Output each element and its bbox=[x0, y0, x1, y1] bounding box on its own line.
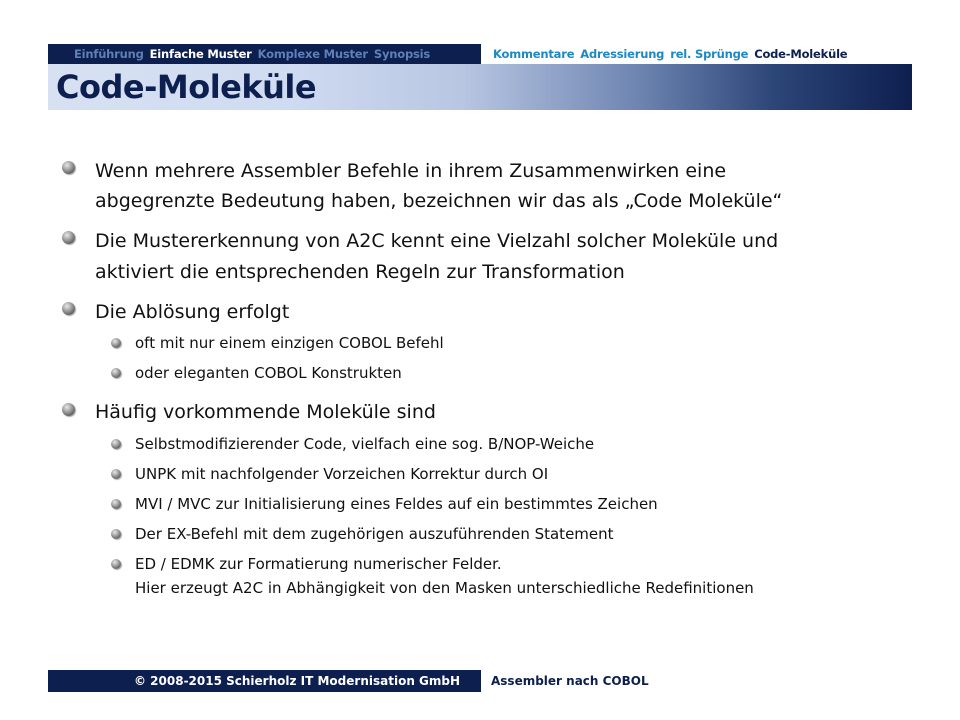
bullet-3-sub-1: oft mit nur einem einzigen COBOL Befehl bbox=[135, 334, 444, 352]
bullet-4: Häufig vorkommende Moleküle sind bbox=[95, 401, 436, 423]
nav-item-komplexe-muster[interactable]: Komplexe Muster bbox=[257, 47, 368, 61]
sub-bullet-icon bbox=[111, 469, 121, 479]
bullet-3: Die Ablösung erfolgt bbox=[95, 301, 290, 323]
bullet-1-line-1: Wenn mehrere Assembler Befehle in ihrem Zusammenwirken eine bbox=[95, 160, 727, 182]
sub-bullet-icon bbox=[111, 368, 121, 378]
bullet-4-sub-5-continuation: Hier erzeugt A2C in Abhängigkeit von den Masken unterschiedliche Redefinitionen bbox=[135, 579, 754, 597]
bullet-icon bbox=[62, 302, 75, 315]
footer-product: Assembler nach COBOL bbox=[491, 674, 649, 688]
bullet-3-sub-2: oder eleganten COBOL Konstrukten bbox=[135, 364, 402, 382]
footer-copyright: © 2008-2015 Schierholz IT Modernisation GmbH bbox=[48, 670, 481, 692]
bullet-4-sub-2: UNPK mit nachfolgender Vorzeichen Korrektur durch OI bbox=[135, 465, 549, 483]
bullet-icon bbox=[62, 403, 75, 416]
section-nav bbox=[48, 44, 481, 64]
nav-item-einfuehrung[interactable]: Einführung bbox=[74, 47, 144, 61]
bullet-2-line-1: Die Mustererkennung von A2C kennt eine Vielzahl solcher Moleküle und bbox=[95, 230, 779, 252]
bullet-1-line-2: abgegrenzte Bedeutung haben, bezeichnen wir das als „Code Moleküle“ bbox=[95, 190, 783, 212]
sub-bullet-icon bbox=[111, 338, 121, 348]
nav-item-rel-spruenge[interactable]: rel. Sprünge bbox=[670, 47, 749, 61]
bullet-4-sub-4: Der EX-Befehl mit dem zugehörigen auszuführenden Statement bbox=[135, 525, 614, 543]
nav-item-adressierung[interactable]: Adressierung bbox=[580, 47, 665, 61]
footer bbox=[48, 670, 912, 692]
bullet-icon bbox=[62, 231, 75, 244]
nav-item-kommentare[interactable]: Kommentare bbox=[493, 47, 575, 61]
page-title: Code-Moleküle bbox=[56, 68, 317, 106]
bullet-icon bbox=[62, 161, 75, 174]
nav-item-code-molekuele[interactable]: Code-Moleküle bbox=[754, 47, 848, 61]
bullet-4-sub-1: Selbstmodifizierender Code, vielfach eine sog. B/NOP-Weiche bbox=[135, 435, 595, 453]
bullet-2-line-2: aktiviert die entsprechenden Regeln zur Transformation bbox=[95, 261, 625, 283]
sub-bullet-icon bbox=[111, 529, 121, 539]
sub-bullet-icon bbox=[111, 439, 121, 449]
subsection-nav bbox=[481, 44, 912, 64]
sub-bullet-icon bbox=[111, 499, 121, 509]
top-navigation bbox=[48, 44, 912, 64]
sub-bullet-icon bbox=[111, 559, 121, 569]
nav-item-synopsis[interactable]: Synopsis bbox=[373, 47, 431, 61]
bullet-4-sub-3: MVI / MVC zur Initialisierung eines Feldes auf ein bestimmtes Zeichen bbox=[135, 495, 658, 513]
nav-item-einfache-muster[interactable]: Einfache Muster bbox=[149, 47, 252, 61]
bullet-4-sub-5: ED / EDMK zur Formatierung numerischer Felder. bbox=[135, 555, 502, 573]
